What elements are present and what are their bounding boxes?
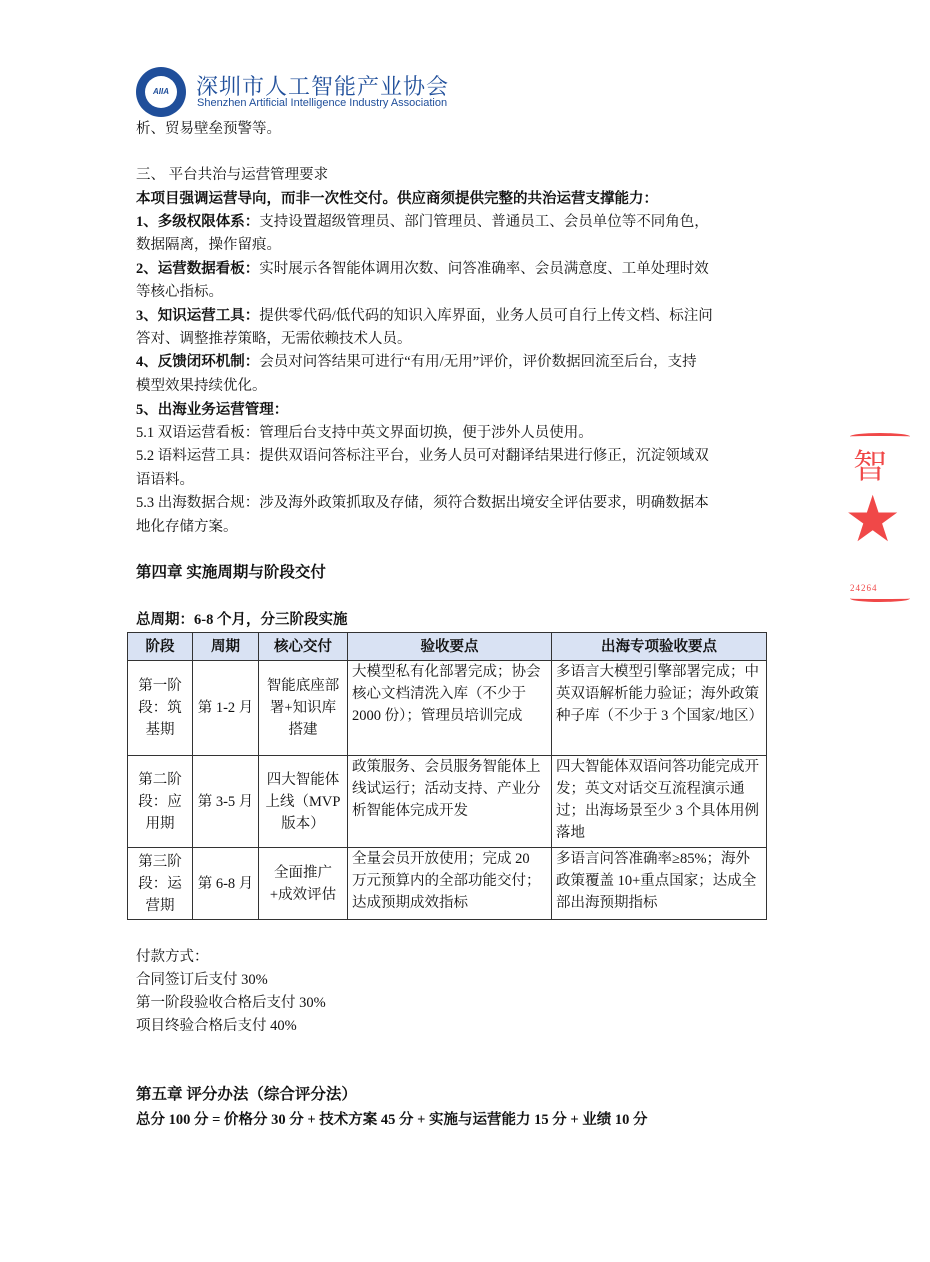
- text-line: [136, 517, 238, 537]
- text-line: [136, 235, 281, 255]
- table-cell: 第三阶段：运营期: [128, 848, 193, 920]
- bold-label: 总分 100 分 = 价格分 30 分 + 技术方案 45 分 + 实施与运营能力 15 分 + 业绩 10 分: [136, 1112, 648, 1128]
- table-cell: 多语言大模型引擎部署完成；中英双语解析能力验证；海外政策种子库（不少于 3 个国家/地区）: [552, 661, 767, 756]
- bold-label: 本项目强调运营导向，而非一次性交付。供应商须提供完整的共治运营支撑能力：: [136, 191, 658, 207]
- bold-label: 3、知识运营工具：: [136, 308, 260, 324]
- text-line: [136, 993, 326, 1013]
- table-row: [128, 661, 767, 756]
- column-header: 周期: [193, 633, 259, 661]
- bold-label: 4、反馈闭环机制：: [136, 354, 260, 370]
- line-text: 5.3 出海数据合规：涉及海外政策抓取及存储，须符合数据出境安全评估要求，明确数据本: [136, 495, 709, 511]
- table-cell: 大模型私有化部署完成；协会核心文档清洗入库（不少于 2000 份）；管理员培训完成: [348, 661, 552, 756]
- star-icon: ★: [844, 484, 902, 555]
- text-line: [136, 352, 697, 372]
- column-header: 出海专项验收要点: [552, 633, 767, 661]
- text-line: [136, 1110, 648, 1130]
- chapter-heading: [136, 563, 326, 583]
- column-header: 核心交付: [259, 633, 348, 661]
- line-text: 等核心指标。: [136, 284, 223, 300]
- table-cell: 智能底座部署+知识库搭建: [259, 661, 348, 756]
- text-line: [136, 306, 713, 326]
- seal-char: 智: [853, 449, 887, 486]
- line-text: 答对、调整推荐策略，无需依赖技术人员。: [136, 331, 412, 347]
- line-text: 三、 平台共治与运营管理要求: [136, 167, 329, 183]
- table-cell: 四大智能体双语问答功能完成开发；英文对话交互流程演示通过；出海场景至少 3 个具体用例落地: [552, 756, 767, 848]
- chapter-heading: [136, 1085, 357, 1105]
- table-cell: 第 3-5 月: [193, 756, 259, 848]
- org-name-en: Shenzhen Artificial Intelligence Industry Association: [197, 97, 448, 109]
- table-row: [128, 756, 767, 848]
- line-text: 提供零代码/低代码的知识入库界面，业务人员可自行上传文档、标注问: [259, 308, 713, 324]
- line-text: 付款方式：: [136, 949, 209, 965]
- column-header: 验收要点: [348, 633, 552, 661]
- table-row: [128, 848, 767, 920]
- table-cell: 第 1-2 月: [193, 661, 259, 756]
- text-line: [136, 610, 347, 630]
- column-header: 阶段: [128, 633, 193, 661]
- line-text: 合同签订后支付 30%: [136, 972, 268, 988]
- text-line: [136, 493, 709, 513]
- line-text: 5.1 双语运营看板：管理后台支持中英文界面切换，便于涉外人员使用。: [136, 425, 593, 441]
- line-text: 会员对问答结果可进行“有用/无用”评价，评价数据回流至后台，支持: [259, 354, 697, 370]
- line-text: 实时展示各智能体调用次数、问答准确率、会员满意度、工单处理时效: [259, 261, 709, 277]
- seal-number: 24264: [850, 583, 878, 593]
- phase-table: [127, 632, 767, 920]
- text-line: [136, 119, 281, 139]
- line-text: 数据隔离，操作留痕。: [136, 237, 281, 253]
- line-text: 析、贸易壁垒预警等。: [136, 121, 281, 137]
- org-name-cn: 深圳市人工智能产业协会: [196, 74, 450, 99]
- association-logo: AIIA: [136, 67, 186, 117]
- line-text: 模型效果持续优化。: [136, 378, 267, 394]
- table-cell: 政策服务、会员服务智能体上线试运行；活动支持、产业分析智能体完成开发: [348, 756, 552, 848]
- text-line: [136, 165, 328, 185]
- line-text: 5.2 语料运营工具：提供双语问答标注平台，业务人员可对翻译结果进行修正，沉淀领域双: [136, 448, 709, 464]
- bold-label: 5、出海业务运营管理：: [136, 402, 289, 418]
- text-line: [136, 423, 593, 443]
- heading-text: 第五章 评分办法（综合评分法）: [136, 1086, 357, 1103]
- table-cell: 全面推广+成效评估: [259, 848, 348, 920]
- text-line: [136, 947, 209, 967]
- heading-text: 第四章 实施周期与阶段交付: [136, 564, 326, 581]
- table-cell: 第二阶段：应用期: [128, 756, 193, 848]
- line-text: 项目终验合格后支付 40%: [136, 1018, 297, 1034]
- text-line: [136, 259, 709, 279]
- table-cell: 第一阶段：筑基期: [128, 661, 193, 756]
- bold-label: 2、运营数据看板：: [136, 261, 260, 277]
- table-cell: 第 6-8 月: [193, 848, 259, 920]
- text-line: [136, 329, 412, 349]
- text-line: [136, 1016, 297, 1036]
- line-text: 支持设置超级管理员、部门管理员、普通员工、会员单位等不同角色，: [259, 214, 709, 230]
- bold-label: 1、多级权限体系：: [136, 214, 260, 230]
- text-line: [136, 376, 267, 396]
- text-line: [136, 212, 709, 232]
- text-line: [136, 470, 194, 490]
- official-seal: [844, 433, 930, 603]
- text-line: [136, 400, 288, 420]
- text-line: [136, 282, 223, 302]
- table-cell: 多语言问答准确率≥85%；海外政策覆盖 10+重点国家；达成全部出海预期指标: [552, 848, 767, 920]
- line-text: 地化存储方案。: [136, 519, 238, 535]
- table-cell: 四大智能体上线（MVP 版本）: [259, 756, 348, 848]
- text-line: [136, 446, 709, 466]
- bold-label: 总周期：6-8 个月，分三阶段实施: [136, 612, 348, 628]
- text-line: [136, 189, 658, 209]
- line-text: 语语料。: [136, 472, 194, 488]
- table-cell: 全量会员开放使用；完成 20 万元预算内的全部功能交付；达成预期成效指标: [348, 848, 552, 920]
- line-text: 第一阶段验收合格后支付 30%: [136, 995, 326, 1011]
- text-line: [136, 970, 268, 990]
